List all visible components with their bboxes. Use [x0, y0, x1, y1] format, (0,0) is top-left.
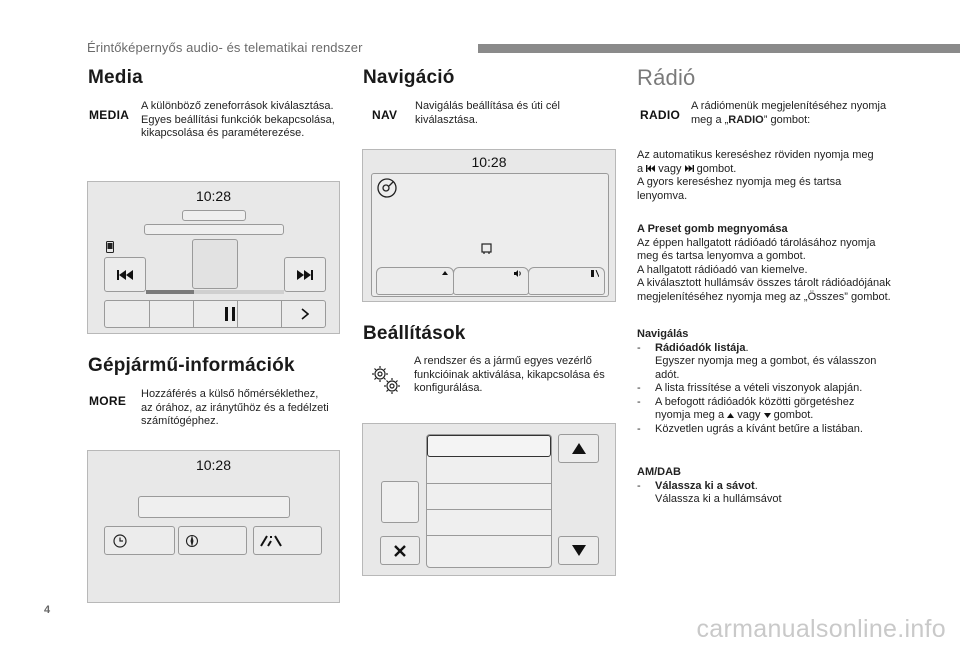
radio-description: A rádiómenük megjelenítéséhez nyomja meg a „RADIO” gombot: [691, 100, 887, 126]
trip-computer-icon [260, 535, 282, 547]
close-icon [394, 545, 406, 557]
navigation-icon[interactable] [376, 177, 398, 204]
settings-list [426, 434, 552, 568]
previous-track-icon [117, 270, 133, 280]
settings-screen [362, 423, 616, 576]
clock: 10:28 [195, 188, 232, 204]
clock-icon [113, 534, 127, 548]
watermark: carmanualsonline.info [696, 615, 946, 643]
header-bar [478, 44, 960, 53]
media-description: A különböző zeneforrások kiválasztása. Egyes beállítási funkciók bekapcsolása, kikapcsolása és paraméterezése. [141, 100, 335, 139]
settings-gears-icon [370, 364, 402, 401]
nav-traffic-button[interactable] [528, 267, 605, 295]
traffic-icon [591, 270, 599, 277]
vehicle-tag: MORE [89, 394, 127, 408]
chevron-right-icon [301, 308, 309, 320]
next-page-button[interactable] [301, 308, 309, 320]
scroll-up-button[interactable] [558, 434, 599, 463]
scroll-up-icon [572, 443, 586, 454]
media-title-bar [182, 210, 246, 221]
page-number: 4 [44, 604, 51, 616]
settings-heading: Beállítások [363, 323, 466, 344]
radio-navigation-section: Navigálás - Rádióadók listája. Egyszer nyomja meg a gombot, és válasszon adót. - A lista frissítése a vételi viszonyok alapján. - A befogott rádióadók közötti görgetéshez nyomja meg a vagy gombot. - Közvetlen ugrás a kívánt betűre a listában. [637, 328, 877, 435]
trip-computer-button[interactable] [253, 526, 322, 555]
next-track-icon [297, 270, 313, 280]
scroll-down-button[interactable] [558, 536, 599, 565]
media-artist-bar [144, 224, 284, 235]
progress-track[interactable] [146, 290, 284, 294]
seek-back-icon [646, 163, 655, 175]
pause-icon [225, 307, 235, 321]
clock: 10:28 [471, 154, 507, 170]
media-control-bar [104, 300, 326, 328]
map-icon [481, 242, 493, 260]
vehicle-heading: Gépjármű-információk [88, 355, 295, 376]
radio-amdab-section: AM/DAB - Válassza ki a sávot. Válassza ki a hullámsávot [637, 466, 782, 505]
previous-track-button[interactable] [104, 257, 146, 292]
radio-tag: RADIO [640, 108, 681, 122]
volume-icon [514, 270, 523, 277]
settings-preview-box [381, 481, 419, 523]
media-heading: Media [88, 67, 143, 88]
navigation-description: Navigálás beállítása és úti cél kiválasztása. [415, 100, 560, 126]
next-track-button[interactable] [284, 257, 326, 292]
settings-list-row-selected[interactable] [427, 435, 551, 457]
scroll-down-icon [572, 545, 586, 556]
nav-volume-button[interactable] [453, 267, 529, 295]
navigation-heading: Navigáció [363, 67, 455, 88]
arrow-up-icon [442, 271, 448, 275]
radio-preset-section: A Preset gomb megnyomása Az éppen hallgatott rádióadó tárolásához nyomja meg és tartsa lenyomva a gombot. A hallgatott rádióadó van kiemelve. A kiválasztott hullámsáv összes tárolt rádióadójának megjelenítéséhez nyomja meg az „Összes” gombot. [637, 223, 891, 303]
navigation-tag: NAV [372, 108, 398, 122]
radio-heading: Rádió [637, 65, 696, 90]
pause-button[interactable] [225, 307, 235, 321]
vehicle-screen [87, 450, 340, 603]
radio-auto-search: Az automatikus kereséshez röviden nyomja meg a vagy gombot. A gyors kereséshez nyomja meg és tartsa lenyomva. [637, 149, 874, 202]
compass-icon [185, 534, 199, 548]
nav-menu-button[interactable] [376, 267, 454, 295]
album-art [192, 239, 238, 289]
media-tag: MEDIA [89, 108, 130, 122]
media-screen [87, 181, 340, 334]
info-bar [138, 496, 290, 518]
settings-description: A rendszer és a jármű egyes vezérlő funkcióinak aktiválása, kikapcsolása és konfigurálása. [414, 355, 605, 394]
close-button[interactable] [380, 536, 420, 565]
navigation-screen [362, 149, 616, 302]
seek-forward-icon [685, 163, 694, 175]
small-down-icon [764, 409, 771, 421]
compass-button[interactable] [178, 526, 247, 555]
header-title: Érintőképernyős audio- és telematikai rendszer [87, 40, 363, 55]
progress-fill [146, 290, 194, 294]
clock-button[interactable] [104, 526, 175, 555]
vehicle-description: Hozzáférés a külső hőmérséklethez, az órához, az iránytűhöz és a fedélzeti számítógéphez. [141, 388, 329, 427]
phone-icon [106, 240, 114, 258]
clock: 10:28 [195, 457, 232, 473]
